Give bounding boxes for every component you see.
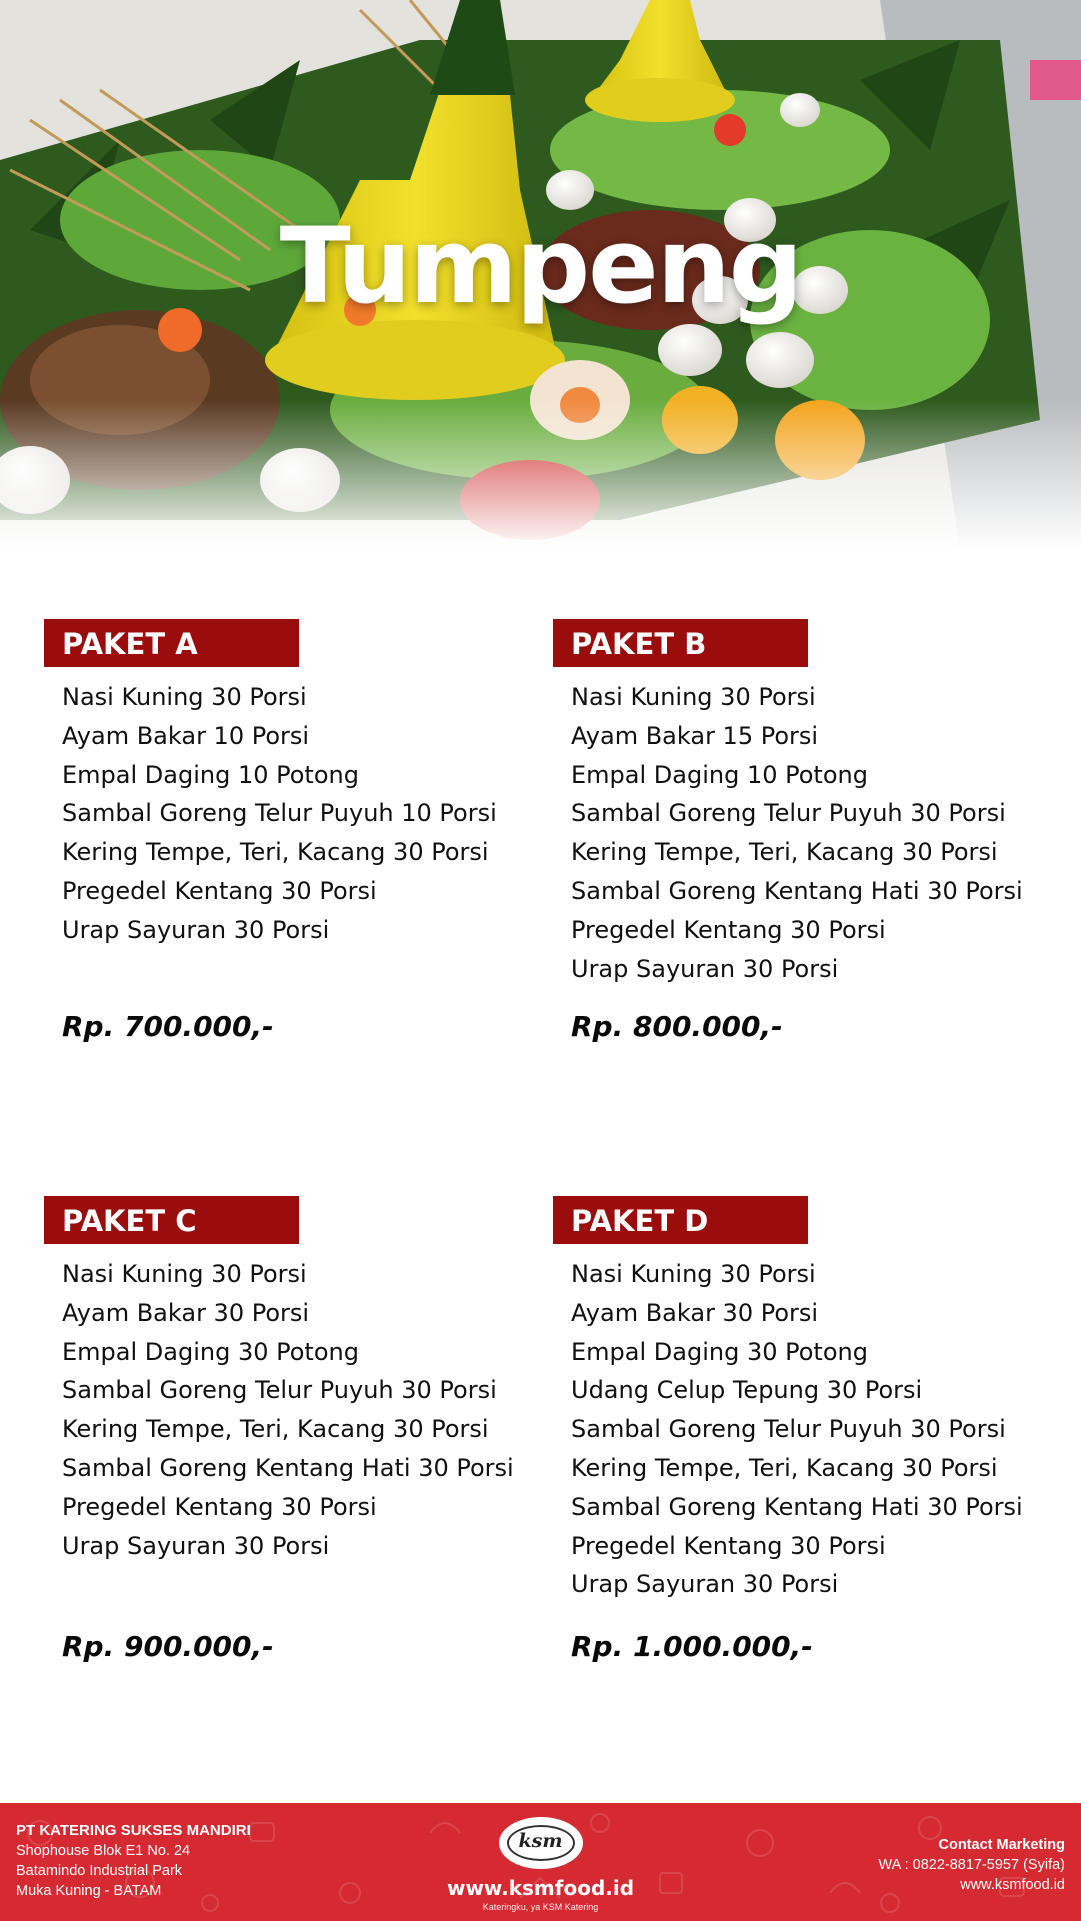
list-item: Kering Tempe, Teri, Kacang 30 Porsi <box>571 1453 998 1482</box>
list-item: Pregedel Kentang 30 Porsi <box>62 1492 377 1521</box>
list-item: Urap Sayuran 30 Porsi <box>571 1570 839 1599</box>
list-item: Sambal Goreng Telur Puyuh 10 Porsi <box>62 799 497 828</box>
address-line: Batamindo Industrial Park <box>16 1863 183 1879</box>
contact-marketing <box>879 1835 1065 1895</box>
list-item: Empal Daging 30 Potong <box>571 1337 868 1366</box>
list-item: Ayam Bakar 10 Porsi <box>62 721 310 750</box>
list-item: Pregedel Kentang 30 Porsi <box>571 915 886 944</box>
package-title: PAKET A <box>44 619 299 667</box>
package-item-list <box>571 678 1053 988</box>
list-item: Kering Tempe, Teri, Kacang 30 Porsi <box>62 1415 489 1444</box>
list-item: Kering Tempe, Teri, Kacang 30 Porsi <box>62 838 489 867</box>
page-title: Tumpeng <box>279 205 802 327</box>
list-item: Empal Daging 10 Potong <box>571 760 868 789</box>
list-item: Sambal Goreng Telur Puyuh 30 Porsi <box>571 1415 1006 1444</box>
list-item: Nasi Kuning 30 Porsi <box>571 1260 816 1288</box>
address-line: Muka Kuning - BATAM <box>16 1883 162 1899</box>
package-title: PAKET C <box>44 1196 299 1244</box>
list-item: Urap Sayuran 30 Porsi <box>62 915 330 944</box>
contact-website[interactable]: www.ksmfood.id <box>960 1877 1065 1893</box>
list-item: Empal Daging 10 Potong <box>62 760 359 789</box>
list-item: Kering Tempe, Teri, Kacang 30 Porsi <box>571 838 998 867</box>
list-item: Pregedel Kentang 30 Porsi <box>62 876 377 905</box>
list-item: Urap Sayuran 30 Porsi <box>571 954 839 983</box>
contact-whatsapp[interactable]: WA : 0822-8817-5957 (Syifa) <box>878 1857 1065 1873</box>
package-a <box>44 619 544 1043</box>
package-item-list <box>62 678 544 950</box>
list-item: Sambal Goreng Kentang Hati 30 Porsi <box>571 1492 1023 1521</box>
hero-banner <box>0 0 1081 550</box>
list-item: Ayam Bakar 15 Porsi <box>571 721 819 750</box>
package-d <box>553 1196 1053 1663</box>
list-item: Pregedel Kentang 30 Porsi <box>571 1531 886 1560</box>
package-price: Rp. 700.000,- <box>62 1010 274 1043</box>
footer <box>0 1803 1081 1921</box>
package-title: PAKET D <box>553 1196 808 1244</box>
logo-text: ksm <box>518 1830 563 1852</box>
list-item: Empal Daging 30 Potong <box>62 1337 359 1366</box>
ksm-logo <box>499 1817 583 1869</box>
list-item: Urap Sayuran 30 Porsi <box>62 1531 330 1560</box>
list-item: Ayam Bakar 30 Porsi <box>571 1298 819 1327</box>
address-line: Shophouse Blok E1 No. 24 <box>16 1843 191 1859</box>
list-item: Nasi Kuning 30 Porsi <box>62 683 307 711</box>
list-item: Udang Celup Tepung 30 Porsi <box>571 1376 923 1405</box>
list-item: Sambal Goreng Kentang Hati 30 Porsi <box>62 1453 514 1482</box>
list-item: Sambal Goreng Telur Puyuh 30 Porsi <box>571 799 1006 828</box>
list-item: Sambal Goreng Kentang Hati 30 Porsi <box>571 876 1023 905</box>
company-name: PT KATERING SUKSES MANDIRI <box>16 1822 251 1839</box>
package-item-list <box>571 1255 1053 1604</box>
tagline: Kateringku, ya KSM Katering <box>482 1902 599 1912</box>
hero-fade <box>0 400 1081 550</box>
package-b <box>553 619 1053 1043</box>
package-title: PAKET B <box>553 619 808 667</box>
package-c <box>44 1196 544 1663</box>
list-item: Sambal Goreng Telur Puyuh 30 Porsi <box>62 1376 497 1405</box>
list-item: Nasi Kuning 30 Porsi <box>62 1260 307 1288</box>
package-item-list <box>62 1255 544 1565</box>
website-link[interactable]: www.ksmfood.id <box>446 1876 635 1900</box>
package-price: Rp. 900.000,- <box>62 1630 274 1663</box>
package-price: Rp. 800.000,- <box>571 1010 783 1043</box>
list-item: Ayam Bakar 30 Porsi <box>62 1298 310 1327</box>
contact-title: Contact Marketing <box>938 1837 1065 1853</box>
package-price: Rp. 1.000.000,- <box>571 1630 813 1663</box>
list-item: Nasi Kuning 30 Porsi <box>571 683 816 711</box>
